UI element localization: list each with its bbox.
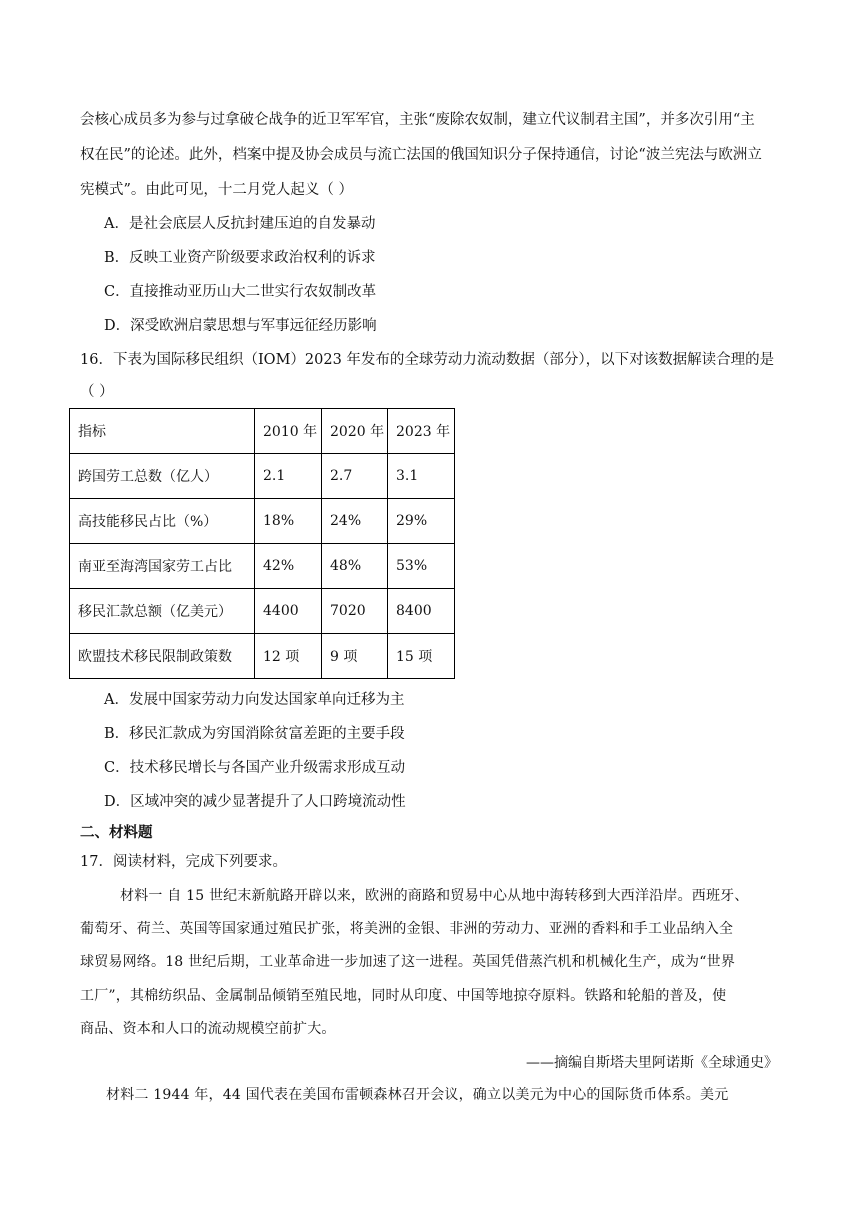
q15-stem-line-1: 会核心成员多为参与过拿破仑战争的近卫军军官，主张“废除农奴制，建立代议制君主国”，并多次引用“主 [80,112,755,128]
table-cell: 高技能移民占比（%） [70,499,255,544]
table-cell: 29% [388,499,455,544]
material1-source: ——摘编自斯塔夫里阿诺斯《全球通史》 [526,1055,778,1071]
table-cell: 8400 [388,589,455,634]
q15-option-b: B．反映工业资产阶级要求政治权利的诉求 [104,250,376,266]
q16-option-d: D．区域冲突的减少显著提升了人口跨境流动性 [104,794,406,810]
q17-stem: 17．阅读材料，完成下列要求。 [80,854,287,870]
table-cell: 9 项 [322,634,388,679]
table-header-cell: 2010 年 [255,409,322,454]
table-cell: 53% [388,544,455,589]
table-cell: 南亚至海湾国家劳工占比 [70,544,255,589]
table-row [70,499,455,544]
q16-option-a: A．发展中国家劳动力向发达国家单向迁移为主 [104,692,405,708]
q15-option-d: D．深受欧洲启蒙思想与军事远征经历影响 [104,318,377,334]
table-header-cell: 指标 [70,409,255,454]
table-header-cell: 2020 年 [322,409,388,454]
table-row [70,634,455,679]
material1-line-5: 商品、资本和人口的流动规模空前扩大。 [80,1021,336,1037]
q15-option-c: C．直接推动亚历山大二世实行农奴制改革 [104,284,377,300]
table-cell: 15 项 [388,634,455,679]
table-row [70,589,455,634]
table-header-cell: 2023 年 [388,409,455,454]
table-header-row [70,409,455,454]
table-cell: 24% [322,499,388,544]
table-cell: 欧盟技术移民限制政策数 [70,634,255,679]
material1-line-1: 材料一 自 15 世纪末新航路开辟以来，欧洲的商路和贸易中心从地中海转移到大西洋沿岸。西班牙、 [120,888,749,904]
table-row [70,544,455,589]
q16-option-c: C．技术移民增长与各国产业升级需求形成互动 [104,760,406,776]
section-title: 二、材料题 [80,825,153,841]
table-cell: 18% [255,499,322,544]
table-cell: 2.7 [322,454,388,499]
labor-mobility-table [69,408,455,679]
q15-stem-line-2: 权在民”的论述。此外，档案中提及协会成员与流亡法国的俄国知识分子保持通信，讨论“波兰宪法与欧洲立 [80,147,762,163]
table-row [70,454,455,499]
q16-option-b: B．移民汇款成为穷国消除贫富差距的主要手段 [104,726,405,742]
table-cell: 4400 [255,589,322,634]
table-cell: 7020 [322,589,388,634]
q16-stem-line-1: 16．下表为国际移民组织（IOM）2023 年发布的全球劳动力流动数据（部分），以下对该数据解读合理的是 [80,352,775,368]
table-cell: 跨国劳工总数（亿人） [70,454,255,499]
material1-line-3: 球贸易网络。18 世纪后期，工业革命进一步加速了这一进程。英国凭借蒸汽机和机械化生产，成为“世界 [80,954,736,970]
table-cell: 48% [322,544,388,589]
table-cell: 12 项 [255,634,322,679]
q16-stem-line-2: （ ） [80,384,114,400]
table-cell: 2.1 [255,454,322,499]
table-cell: 42% [255,544,322,589]
q15-stem-line-3: 宪模式”。由此可见，十二月党人起义（ ） [80,182,354,198]
material1-line-2: 葡萄牙、荷兰、英国等国家通过殖民扩张，将美洲的金银、非洲的劳动力、亚洲的香料和手工业品纳入全 [80,921,734,937]
table-cell: 3.1 [388,454,455,499]
q15-option-a: A．是社会底层人反抗封建压迫的自发暴动 [104,216,376,232]
table-cell: 移民汇款总额（亿美元） [70,589,255,634]
material1-line-4: 工厂”，其棉纺织品、金属制品倾销至殖民地，同时从印度、中国等地掠夺原料。铁路和轮船的普及，使 [80,988,727,1004]
material2-line-1: 材料二 1944 年，44 国代表在美国布雷顿森林召开会议，确立以美元为中心的国际货币体系。美元 [106,1087,729,1103]
